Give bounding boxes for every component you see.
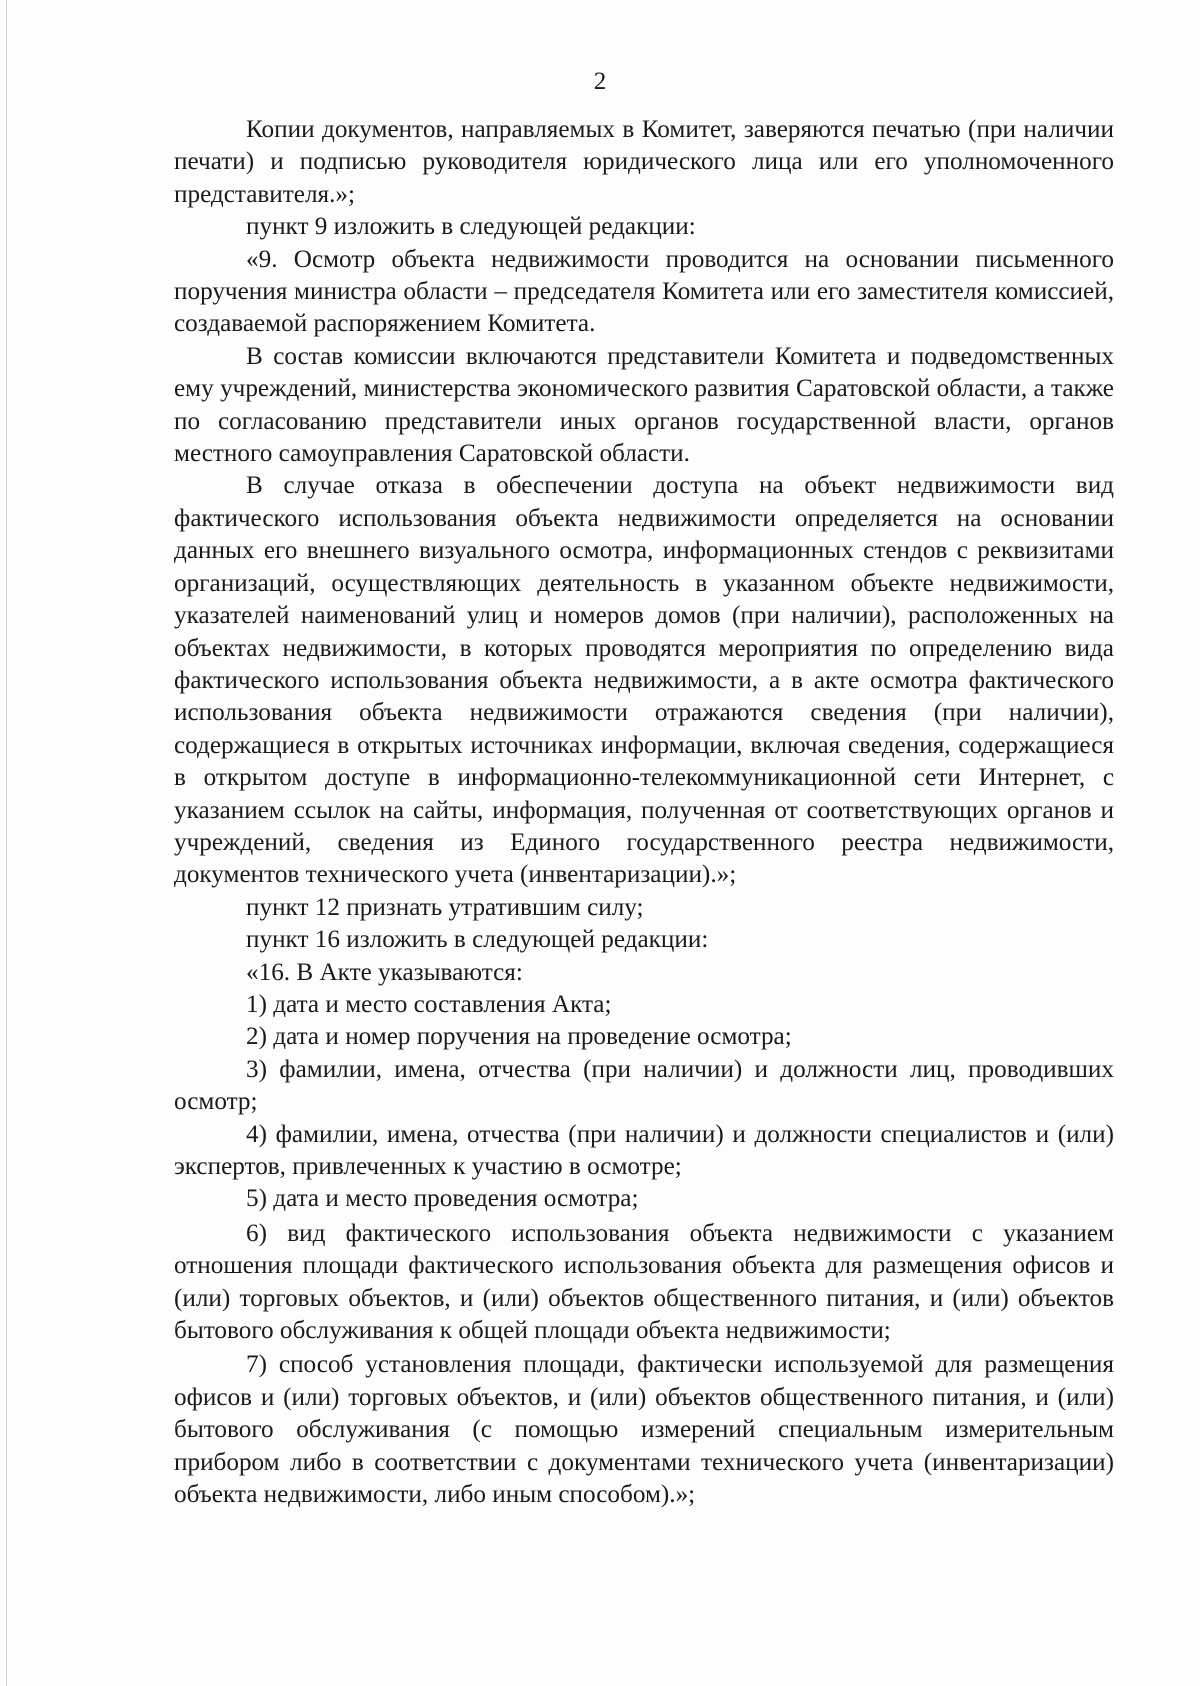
list-item-5: 5) дата и место проведения осмотра;: [246, 1185, 639, 1213]
paragraph-item-9-inspection: «9. Осмотр объекта недвижимости проводится на основании письменного поручения министра области – председателя Комитета или его заместителя комиссией, создаваемой распоряжением Комитета.: [174, 245, 1114, 338]
page-number: 2: [593, 68, 607, 95]
paragraph-copies-certification: Копии документов, направляемых в Комитет, заверяются печатью (при наличии печати) и подписью руководителя юридического лица или его уполномоченного представителя.»;: [174, 116, 1114, 208]
paragraph-commission-composition: В состав комиссии включаются представители Комитета и подведомственных ему учреждений, министерства экономического развития Саратовской области, а также по согласованию представители иных органов государственной власти, органов местного самоуправления Саратовской области.: [174, 342, 1114, 468]
document-body: [174, 114, 1114, 1511]
list-item-3: 3) фамилии, имена, отчества (при наличии) и должности лиц, проводивших осмотр;: [174, 1055, 1114, 1116]
paragraph-item-9-intro: пункт 9 изложить в следующей редакции:: [246, 213, 696, 241]
scan-edge-line: [6, 0, 7, 1686]
list-item-6: 6) вид фактического использования объекта недвижимости с указанием отношения площади фактического использования объекта для размещения офисов и (или) торговых объектов, и (или) объектов общественного питания, и (или) объектов бытового обслуживания к общей площади объекта недвижимости;: [174, 1219, 1114, 1345]
paragraph-item-16-intro: пункт 16 изложить в следующей редакции:: [246, 926, 709, 954]
paragraph-item-12-repeal: пункт 12 признать утратившим силу;: [246, 893, 644, 921]
list-item-2: 2) дата и номер поручения на проведение осмотра;: [246, 1023, 792, 1051]
list-item-7: 7) способ установления площади, фактически используемой для размещения офисов и (или) торговых объектов, и (или) объектов общественного питания, и (или) бытового обслуживания (с помощью измерений специальным измерительным прибором либо в соответствии с документами технического учета (инвентаризации) объекта недвижимости, либо иным способом).»;: [174, 1351, 1114, 1509]
list-item-1: 1) дата и место составления Акта;: [246, 990, 612, 1018]
paragraph-access-refusal: В случае отказа в обеспечении доступа на объект недвижимости вид фактического использования объекта недвижимости определяется на основании данных его внешнего визуального осмотра, информационных стендов с реквизитами организаций, осуществляющих деятельность в указанном объекте недвижимости, указателей наименований улиц и номеров домов (при наличии), расположенных на объектах недвижимости, в которых проводятся мероприятия по определению вида фактического использования объекта недвижимости, а в акте осмотра фактического использования объекта недвижимости отражаются сведения (при наличии), содержащиеся в открытых источниках информации, включая сведения, содержащиеся в открытом доступе в информационно-телекоммуникационной сети Интернет, с указанием ссылок на сайты, информация, полученная от соответствующих органов и учреждений, сведения из Единого государственного реестра недвижимости, документов технического учета (инвентаризации).»;: [174, 472, 1114, 889]
list-item-4: 4) фамилии, имена, отчества (при наличии) и должности специалистов и (или) экспертов, привлеченных к участию в осмотре;: [174, 1120, 1114, 1180]
paragraph-item-16-heading: «16. В Акте указываются:: [246, 958, 523, 986]
